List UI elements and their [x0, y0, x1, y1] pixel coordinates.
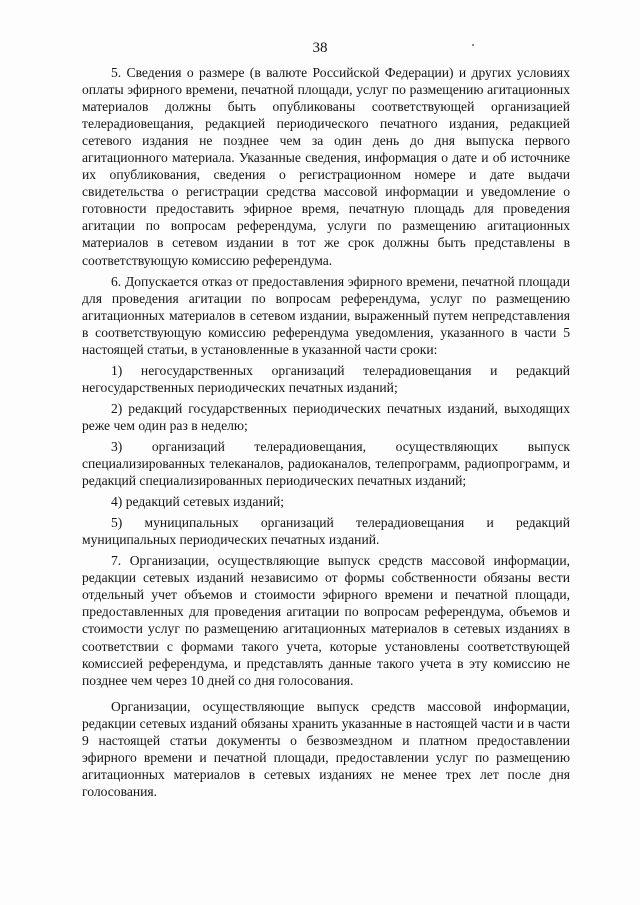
list-item-4: 4) редакций сетевых изданий;	[111, 494, 285, 510]
paragraph-6-refusal: 6. Допускается отказ от предоставления эфирного времени, печатной площади для проведения агитации по вопросам референдума, услуг по размещению агитационных материалов в сетевом издании, выраженный путем непредставления в соответствующую комиссию референдума уведомления, указанного в части 5 настоящей статьи, в установленные в указанной части сроки:	[82, 273, 570, 357]
document-body	[82, 64, 570, 800]
list-item-3: 3) организаций телерадиовещания, осуществляющих выпуск специализированных телеканалов, радиоканалов, телепрограмм, радиопрограмм, и редакций специализированных периодических печатных изданий;	[82, 438, 570, 489]
paragraph-7-storage: Организации, осуществляющие выпуск средств массовой информации, редакции сетевых изданий обязаны хранить указанные в настоящей части и в части 9 настоящей статьи документы о безвозмездном и платном предоставлении эфирного времени и печатной площади, предоставлении услуг по размещению агитационных материалов в сетевых изданиях не менее трех лет после дня голосования.	[82, 698, 570, 799]
scan-speck	[472, 44, 474, 46]
list-item-1: 1) негосударственных организаций телерадиовещания и редакций негосударственных периодических печатных изданий;	[82, 362, 570, 395]
paragraph-7-accounting: 7. Организации, осуществляющие выпуск средств массовой информации, редакции сетевых изданий независимо от формы собственности обязаны вести отдельный учет объемов и стоимости эфирного времени и печатной площади, предоставленных для проведения агитации по вопросам референдума, объемов и стоимости услуг по размещению агитационных материалов в сетевых изданиях в соответствии с формами такого учета, которые установлены соответствующей комиссией референдума, и представлять данные такого учета в эту комиссию не позднее чем через 10 дней со дня голосования.	[82, 553, 570, 688]
list-item-5: 5) муниципальных организаций телерадиовещания и редакций муниципальных периодических печатных изданий.	[82, 515, 570, 548]
list-item-2: 2) редакций государственных периодических печатных изданий, выходящих реже чем один раз в неделю;	[82, 400, 570, 433]
paragraph-5-media-rates: 5. Сведения о размере (в валюте Российской Федерации) и других условиях оплаты эфирного времени, печатной площади, услуг по размещению агитационных материалов должны быть опубликованы соответствующей организацией телерадиовещания, редакцией периодического печатного издания, редакцией сетевого издания не позднее чем за один день до дня выпуска первого агитационного материала. Указанные сведения, информация о дате и об источнике их опубликования, сведения о регистрационном номере и дате выдачи свидетельства о регистрации средства массовой информации и уведомление о готовности предоставить эфирное время, печатную площадь для проведения агитации по вопросам референдума, услуги по размещению агитационных материалов в сетевом издании в тот же срок должны быть представлены в соответствующую комиссию референдума.	[82, 65, 570, 268]
page-number: 38	[312, 40, 328, 56]
